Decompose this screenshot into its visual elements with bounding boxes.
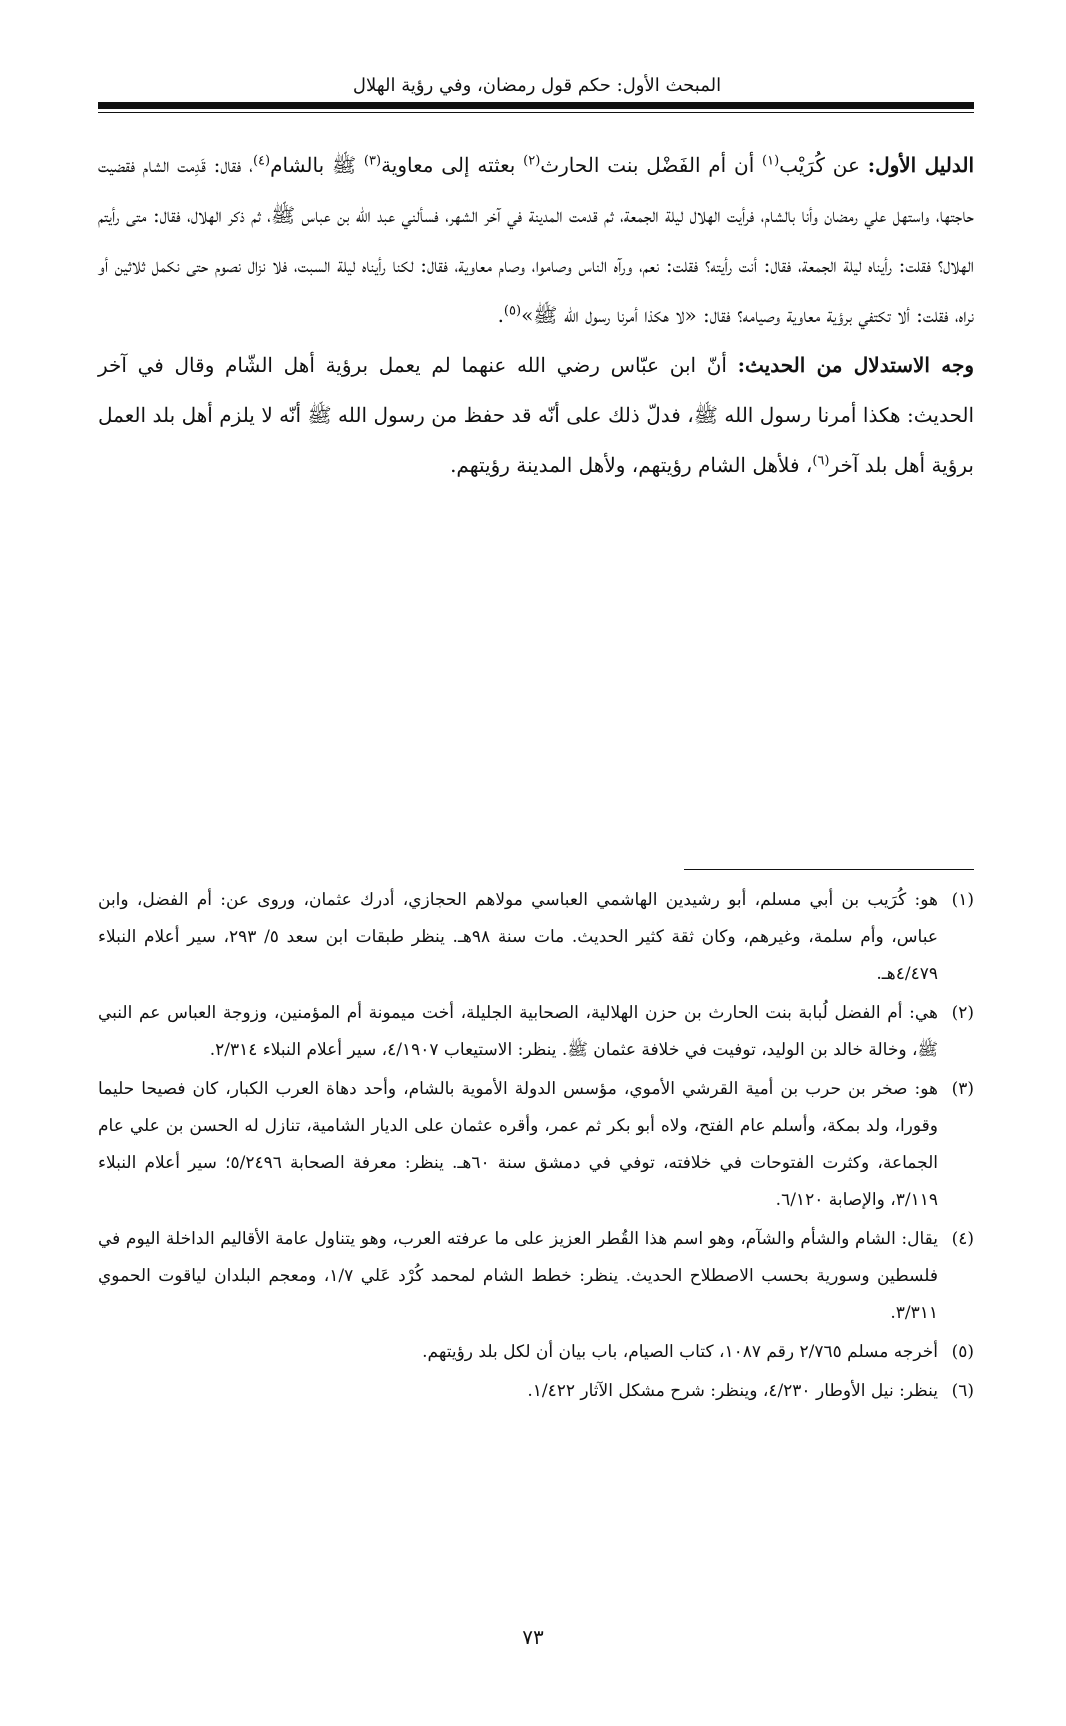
footnote-number: (٦) (951, 1381, 974, 1401)
paragraph-lead: الدليل الأول: (867, 153, 975, 177)
footnote-ref: (١) (762, 153, 780, 169)
footnotes (98, 882, 974, 1412)
footnote (98, 882, 974, 993)
footnote-ref: (٢) (523, 153, 541, 169)
footnote (98, 995, 974, 1069)
footnote-text: هو: كُرَيب بن أبي مسلم، أبو رشيدين الهاشمي العباسي مولاهم الحجازي، أدرك عثمان، وروى عن: أم الفضل، وابن عباس، وأم سلمة، وغيرهم، وكان ثقة كثير الحديث. مات سنة ٩٨هـ. ينظر طبقات ابن سعد ٥/ ٢٩٣، سير أعلام النبلاء ٤/٤٧٩هـ. (98, 890, 938, 984)
footnote-number: (٢) (951, 1003, 974, 1023)
text-segment: بعثته إلى معاوية (381, 153, 524, 177)
text-segment: أنّ ابن عبّاس رضي الله عنهما لم يعمل برؤية أهل الشّام وقال في آخر الحديث: هكذا أمرنا رسول الله ﷺ، فدلّ ذلك على أنّه قد حفظ من رسول الله ﷺ أنّه لا يلزم أهل بلد العمل برؤية أهل بلد آخر (98, 353, 975, 477)
footnote-text: هو: صخر بن حرب بن أمية القرشي الأموي، مؤسس الدولة الأموية بالشام، وأحد دهاة العرب الكبار، كان فصيحا حليما وقورا، ولد بمكة، وأسلم عام الفتح، ولاه أبو بكر ثم عمر، وأقره عثمان على الديار الشامية، تنازل له الحسن بن علي عام الجماعة، وكثرت الفتوحات في خلافته، توفي في دمشق سنة ٦٠هـ. ينظر: معرفة الصحابة ٥/٢٤٩٦؛ سير أعلام النبلاء ٣/١١٩، والإصابة ٦/١٢٠. (98, 1079, 938, 1210)
text-segment: . (497, 303, 504, 327)
footnote-ref: (٦) (812, 453, 830, 469)
text-segment: أن أم الفَضْل بنت الحارث (540, 153, 763, 177)
running-title: المبحث الأول: حكم قول رمضان، وفي رؤية الهلال (352, 75, 722, 96)
footnote-number: (٤) (951, 1229, 974, 1249)
footnote-ref: (٥) (503, 303, 522, 319)
text-segment: ، فقال: قَدِمت الشام فقضيت حاجتها، واستهل علي رمضان وأنا بالشام، فرأيت الهلال ليلة الجمعة، ثم قدمت المدينة في آخر الشهر، فسألني عبد الله بن عباس ﷺ، ثم ذكر الهلال، فقال: متى رأيتم الهلال؟ فقلت: رأيناه ليلة الجمعة، فقال: أنت رأيته؟ فقلت: نعم، ورآه الناس وصاموا، وصام معاوية، فقال: لكنا رأيناه ليلة السبت، فلا نزال نصوم حتى نكمل ثلاثين أو نراه، فقلت: ألا تكتفي برؤية معاوية وصيامه؟ فقال: «لا هكذا أمرنا رسول الله ﷺ» (98, 153, 974, 327)
page-number: ٧٣ (522, 1625, 544, 1649)
footnote-number: (٥) (951, 1342, 974, 1362)
footnote (98, 1373, 974, 1410)
footnote-ref: (٤) (252, 153, 271, 169)
text-segment: ، فلأهل الشام رؤيتهم، ولأهل المدينة رؤيتهم. (450, 453, 813, 477)
paragraph-first-evidence (98, 140, 974, 340)
main-text (98, 140, 974, 490)
text-segment: ﷺ بالشام (270, 153, 364, 177)
footnote (98, 1071, 974, 1219)
footnote-number: (١) (951, 890, 974, 910)
footnote (98, 1334, 974, 1371)
footnote-rule (684, 869, 974, 870)
footnote-text: ينظر: نيل الأوطار ٤/٢٣٠، وينظر: شرح مشكل الآثار ١/٤٢٢. (527, 1381, 938, 1401)
footnote-ref: (٣) (363, 153, 382, 169)
footnote-text: يقال: الشام والشأم والشآم، وهو اسم هذا القُطر العزيز على ما عرفته العرب، وهو يتناول عامة الأقاليم الداخلة اليوم في فلسطين وسورية بحسب الاصطلاح الحديث. ينظر: خطط الشام لمحمد كُرْد عَلي ١/٧، ومعجم البلدان لياقوت الحموي ٣/٣١١. (98, 1229, 938, 1323)
paragraph-lead: وجه الاستدلال من الحديث: (737, 353, 974, 377)
paragraph-inference (98, 340, 974, 490)
footnote-number: (٣) (951, 1079, 974, 1099)
footnote-text: أخرجه مسلم ٢/٧٦٥ رقم ١٠٨٧، كتاب الصيام، باب بيان أن لكل بلد رؤيتهم. (422, 1342, 938, 1362)
text-segment: عن كُرَيْب (779, 153, 868, 177)
footnote-text: هي: أم الفضل لُبابة بنت الحارث بن حزن الهلالية، الصحابية الجليلة، أخت ميمونة أم المؤمنين، وزوجة العباس عم النبي ﷺ، وخالة خالد بن الوليد، توفيت في خلافة عثمان ﷺ. ينظر: الاستيعاب ٤/١٩٠٧، سير أعلام النبلاء ٢/٣١٤. (98, 1003, 938, 1060)
footnote (98, 1221, 974, 1332)
page-header (100, 74, 974, 98)
header-rule (98, 102, 974, 109)
